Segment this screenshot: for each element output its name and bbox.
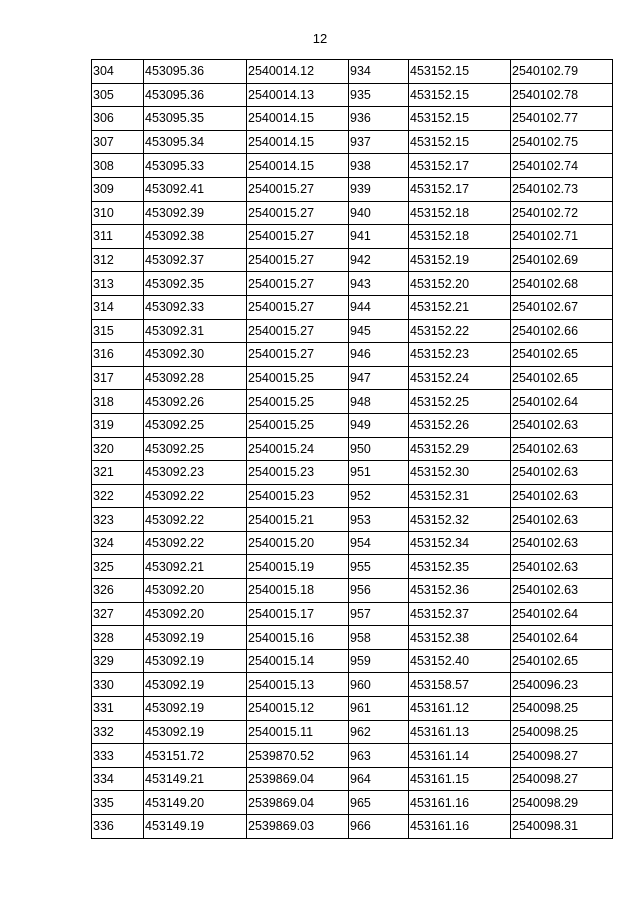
point-id-cell: 331 (92, 697, 144, 721)
table-row (92, 390, 613, 414)
x-coordinate-cell: 453092.37 (144, 248, 247, 272)
x-coordinate-cell: 453092.31 (144, 319, 247, 343)
x-coordinate-cell: 453095.36 (144, 83, 247, 107)
point-id-cell: 934 (349, 60, 409, 84)
point-id-cell: 949 (349, 413, 409, 437)
table-row (92, 602, 613, 626)
point-id-cell: 334 (92, 767, 144, 791)
x-coordinate-cell: 453152.37 (409, 602, 511, 626)
y-coordinate-cell: 2540098.31 (511, 815, 613, 839)
y-coordinate-cell: 2540015.20 (247, 531, 349, 555)
table-row (92, 673, 613, 697)
point-id-cell: 304 (92, 60, 144, 84)
y-coordinate-cell: 2540014.15 (247, 107, 349, 131)
y-coordinate-cell: 2540015.11 (247, 720, 349, 744)
x-coordinate-cell: 453095.36 (144, 60, 247, 84)
point-id-cell: 950 (349, 437, 409, 461)
point-id-cell: 319 (92, 413, 144, 437)
y-coordinate-cell: 2540015.27 (247, 295, 349, 319)
x-coordinate-cell: 453152.17 (409, 177, 511, 201)
x-coordinate-cell: 453152.18 (409, 225, 511, 249)
y-coordinate-cell: 2540014.15 (247, 154, 349, 178)
point-id-cell: 318 (92, 390, 144, 414)
x-coordinate-cell: 453092.19 (144, 720, 247, 744)
point-id-cell: 333 (92, 744, 144, 768)
table-row (92, 154, 613, 178)
y-coordinate-cell: 2540102.73 (511, 177, 613, 201)
coordinates-table (91, 59, 613, 839)
table-row (92, 697, 613, 721)
x-coordinate-cell: 453095.35 (144, 107, 247, 131)
x-coordinate-cell: 453152.31 (409, 484, 511, 508)
x-coordinate-cell: 453152.35 (409, 555, 511, 579)
point-id-cell: 311 (92, 225, 144, 249)
point-id-cell: 306 (92, 107, 144, 131)
y-coordinate-cell: 2540015.27 (247, 201, 349, 225)
point-id-cell: 964 (349, 767, 409, 791)
point-id-cell: 952 (349, 484, 409, 508)
y-coordinate-cell: 2540098.25 (511, 697, 613, 721)
x-coordinate-cell: 453092.19 (144, 697, 247, 721)
y-coordinate-cell: 2540015.21 (247, 508, 349, 532)
x-coordinate-cell: 453152.17 (409, 154, 511, 178)
point-id-cell: 954 (349, 531, 409, 555)
point-id-cell: 955 (349, 555, 409, 579)
point-id-cell: 330 (92, 673, 144, 697)
x-coordinate-cell: 453152.15 (409, 60, 511, 84)
x-coordinate-cell: 453152.30 (409, 461, 511, 485)
y-coordinate-cell: 2540102.71 (511, 225, 613, 249)
y-coordinate-cell: 2540102.65 (511, 343, 613, 367)
y-coordinate-cell: 2540098.25 (511, 720, 613, 744)
x-coordinate-cell: 453152.26 (409, 413, 511, 437)
point-id-cell: 321 (92, 461, 144, 485)
y-coordinate-cell: 2540102.65 (511, 366, 613, 390)
point-id-cell: 309 (92, 177, 144, 201)
y-coordinate-cell: 2540014.12 (247, 60, 349, 84)
point-id-cell: 941 (349, 225, 409, 249)
y-coordinate-cell: 2540102.63 (511, 555, 613, 579)
table-row (92, 767, 613, 791)
y-coordinate-cell: 2540102.67 (511, 295, 613, 319)
point-id-cell: 939 (349, 177, 409, 201)
point-id-cell: 944 (349, 295, 409, 319)
point-id-cell: 942 (349, 248, 409, 272)
y-coordinate-cell: 2540102.79 (511, 60, 613, 84)
y-coordinate-cell: 2540098.29 (511, 791, 613, 815)
table-row (92, 484, 613, 508)
y-coordinate-cell: 2540102.74 (511, 154, 613, 178)
point-id-cell: 328 (92, 626, 144, 650)
point-id-cell: 316 (92, 343, 144, 367)
point-id-cell: 335 (92, 791, 144, 815)
y-coordinate-cell: 2539869.04 (247, 767, 349, 791)
table-row (92, 60, 613, 84)
y-coordinate-cell: 2540015.27 (247, 177, 349, 201)
point-id-cell: 317 (92, 366, 144, 390)
x-coordinate-cell: 453149.20 (144, 791, 247, 815)
table-row (92, 555, 613, 579)
x-coordinate-cell: 453092.22 (144, 508, 247, 532)
point-id-cell: 323 (92, 508, 144, 532)
x-coordinate-cell: 453092.28 (144, 366, 247, 390)
x-coordinate-cell: 453149.19 (144, 815, 247, 839)
x-coordinate-cell: 453092.22 (144, 484, 247, 508)
y-coordinate-cell: 2540015.18 (247, 579, 349, 603)
x-coordinate-cell: 453149.21 (144, 767, 247, 791)
point-id-cell: 945 (349, 319, 409, 343)
point-id-cell: 963 (349, 744, 409, 768)
table-row (92, 177, 613, 201)
point-id-cell: 336 (92, 815, 144, 839)
point-id-cell: 315 (92, 319, 144, 343)
y-coordinate-cell: 2539870.52 (247, 744, 349, 768)
point-id-cell: 940 (349, 201, 409, 225)
y-coordinate-cell: 2540015.27 (247, 343, 349, 367)
y-coordinate-cell: 2540102.69 (511, 248, 613, 272)
y-coordinate-cell: 2540102.66 (511, 319, 613, 343)
y-coordinate-cell: 2539869.03 (247, 815, 349, 839)
point-id-cell: 326 (92, 579, 144, 603)
x-coordinate-cell: 453092.26 (144, 390, 247, 414)
y-coordinate-cell: 2540102.64 (511, 626, 613, 650)
point-id-cell: 960 (349, 673, 409, 697)
x-coordinate-cell: 453152.40 (409, 649, 511, 673)
x-coordinate-cell: 453152.23 (409, 343, 511, 367)
x-coordinate-cell: 453152.24 (409, 366, 511, 390)
point-id-cell: 956 (349, 579, 409, 603)
y-coordinate-cell: 2540102.63 (511, 437, 613, 461)
point-id-cell: 966 (349, 815, 409, 839)
x-coordinate-cell: 453092.22 (144, 531, 247, 555)
x-coordinate-cell: 453152.15 (409, 107, 511, 131)
y-coordinate-cell: 2540102.65 (511, 649, 613, 673)
point-id-cell: 946 (349, 343, 409, 367)
y-coordinate-cell: 2540102.63 (511, 531, 613, 555)
x-coordinate-cell: 453152.32 (409, 508, 511, 532)
y-coordinate-cell: 2540015.14 (247, 649, 349, 673)
y-coordinate-cell: 2540102.78 (511, 83, 613, 107)
point-id-cell: 312 (92, 248, 144, 272)
y-coordinate-cell: 2540102.75 (511, 130, 613, 154)
y-coordinate-cell: 2540102.63 (511, 508, 613, 532)
x-coordinate-cell: 453161.16 (409, 791, 511, 815)
x-coordinate-cell: 453158.57 (409, 673, 511, 697)
x-coordinate-cell: 453092.30 (144, 343, 247, 367)
y-coordinate-cell: 2540015.23 (247, 484, 349, 508)
y-coordinate-cell: 2540096.23 (511, 673, 613, 697)
y-coordinate-cell: 2540102.77 (511, 107, 613, 131)
x-coordinate-cell: 453152.34 (409, 531, 511, 555)
x-coordinate-cell: 453095.34 (144, 130, 247, 154)
y-coordinate-cell: 2540015.25 (247, 413, 349, 437)
point-id-cell: 324 (92, 531, 144, 555)
point-id-cell: 937 (349, 130, 409, 154)
x-coordinate-cell: 453152.15 (409, 83, 511, 107)
x-coordinate-cell: 453092.25 (144, 413, 247, 437)
y-coordinate-cell: 2540102.64 (511, 390, 613, 414)
table-row (92, 815, 613, 839)
table-row (92, 413, 613, 437)
point-id-cell: 943 (349, 272, 409, 296)
point-id-cell: 957 (349, 602, 409, 626)
point-id-cell: 958 (349, 626, 409, 650)
y-coordinate-cell: 2540014.13 (247, 83, 349, 107)
x-coordinate-cell: 453095.33 (144, 154, 247, 178)
point-id-cell: 313 (92, 272, 144, 296)
y-coordinate-cell: 2540102.63 (511, 484, 613, 508)
point-id-cell: 325 (92, 555, 144, 579)
page-number: 12 (312, 31, 328, 46)
point-id-cell: 322 (92, 484, 144, 508)
point-id-cell: 936 (349, 107, 409, 131)
point-id-cell: 305 (92, 83, 144, 107)
point-id-cell: 307 (92, 130, 144, 154)
x-coordinate-cell: 453152.38 (409, 626, 511, 650)
x-coordinate-cell: 453161.12 (409, 697, 511, 721)
table-row (92, 366, 613, 390)
x-coordinate-cell: 453161.13 (409, 720, 511, 744)
x-coordinate-cell: 453092.20 (144, 602, 247, 626)
table-row (92, 319, 613, 343)
point-id-cell: 938 (349, 154, 409, 178)
y-coordinate-cell: 2540015.12 (247, 697, 349, 721)
y-coordinate-cell: 2540015.25 (247, 390, 349, 414)
x-coordinate-cell: 453092.38 (144, 225, 247, 249)
point-id-cell: 314 (92, 295, 144, 319)
y-coordinate-cell: 2540015.16 (247, 626, 349, 650)
y-coordinate-cell: 2540102.63 (511, 461, 613, 485)
x-coordinate-cell: 453092.23 (144, 461, 247, 485)
y-coordinate-cell: 2540015.23 (247, 461, 349, 485)
x-coordinate-cell: 453152.22 (409, 319, 511, 343)
x-coordinate-cell: 453092.35 (144, 272, 247, 296)
x-coordinate-cell: 453161.14 (409, 744, 511, 768)
x-coordinate-cell: 453092.19 (144, 626, 247, 650)
y-coordinate-cell: 2540098.27 (511, 744, 613, 768)
table-row (92, 461, 613, 485)
point-id-cell: 308 (92, 154, 144, 178)
table-row (92, 83, 613, 107)
x-coordinate-cell: 453151.72 (144, 744, 247, 768)
x-coordinate-cell: 453092.33 (144, 295, 247, 319)
x-coordinate-cell: 453092.20 (144, 579, 247, 603)
x-coordinate-cell: 453092.19 (144, 673, 247, 697)
table-row (92, 437, 613, 461)
y-coordinate-cell: 2540102.63 (511, 413, 613, 437)
table-row (92, 130, 613, 154)
y-coordinate-cell: 2540015.27 (247, 225, 349, 249)
table-row (92, 272, 613, 296)
x-coordinate-cell: 453152.21 (409, 295, 511, 319)
x-coordinate-cell: 453161.16 (409, 815, 511, 839)
y-coordinate-cell: 2540015.19 (247, 555, 349, 579)
x-coordinate-cell: 453092.25 (144, 437, 247, 461)
x-coordinate-cell: 453152.25 (409, 390, 511, 414)
y-coordinate-cell: 2540015.27 (247, 272, 349, 296)
y-coordinate-cell: 2540015.27 (247, 319, 349, 343)
y-coordinate-cell: 2540014.15 (247, 130, 349, 154)
table-row (92, 343, 613, 367)
y-coordinate-cell: 2540015.27 (247, 248, 349, 272)
y-coordinate-cell: 2540015.13 (247, 673, 349, 697)
point-id-cell: 332 (92, 720, 144, 744)
coordinates-table-body (92, 60, 613, 839)
point-id-cell: 962 (349, 720, 409, 744)
point-id-cell: 961 (349, 697, 409, 721)
x-coordinate-cell: 453092.19 (144, 649, 247, 673)
table-row (92, 744, 613, 768)
y-coordinate-cell: 2540102.63 (511, 579, 613, 603)
y-coordinate-cell: 2540102.68 (511, 272, 613, 296)
table-row (92, 508, 613, 532)
table-row (92, 225, 613, 249)
point-id-cell: 951 (349, 461, 409, 485)
table-row (92, 791, 613, 815)
point-id-cell: 935 (349, 83, 409, 107)
x-coordinate-cell: 453092.21 (144, 555, 247, 579)
table-row (92, 531, 613, 555)
table-row (92, 107, 613, 131)
x-coordinate-cell: 453152.19 (409, 248, 511, 272)
point-id-cell: 329 (92, 649, 144, 673)
y-coordinate-cell: 2539869.04 (247, 791, 349, 815)
y-coordinate-cell: 2540098.27 (511, 767, 613, 791)
x-coordinate-cell: 453092.39 (144, 201, 247, 225)
x-coordinate-cell: 453152.18 (409, 201, 511, 225)
x-coordinate-cell: 453161.15 (409, 767, 511, 791)
y-coordinate-cell: 2540015.24 (247, 437, 349, 461)
point-id-cell: 310 (92, 201, 144, 225)
point-id-cell: 327 (92, 602, 144, 626)
y-coordinate-cell: 2540102.72 (511, 201, 613, 225)
x-coordinate-cell: 453152.36 (409, 579, 511, 603)
table-row (92, 201, 613, 225)
x-coordinate-cell: 453152.20 (409, 272, 511, 296)
point-id-cell: 959 (349, 649, 409, 673)
point-id-cell: 320 (92, 437, 144, 461)
table-row (92, 248, 613, 272)
point-id-cell: 965 (349, 791, 409, 815)
y-coordinate-cell: 2540015.25 (247, 366, 349, 390)
table-row (92, 295, 613, 319)
table-row (92, 626, 613, 650)
x-coordinate-cell: 453152.15 (409, 130, 511, 154)
x-coordinate-cell: 453092.41 (144, 177, 247, 201)
point-id-cell: 953 (349, 508, 409, 532)
y-coordinate-cell: 2540102.64 (511, 602, 613, 626)
table-row (92, 720, 613, 744)
table-row (92, 579, 613, 603)
y-coordinate-cell: 2540015.17 (247, 602, 349, 626)
point-id-cell: 947 (349, 366, 409, 390)
table-row (92, 649, 613, 673)
x-coordinate-cell: 453152.29 (409, 437, 511, 461)
point-id-cell: 948 (349, 390, 409, 414)
